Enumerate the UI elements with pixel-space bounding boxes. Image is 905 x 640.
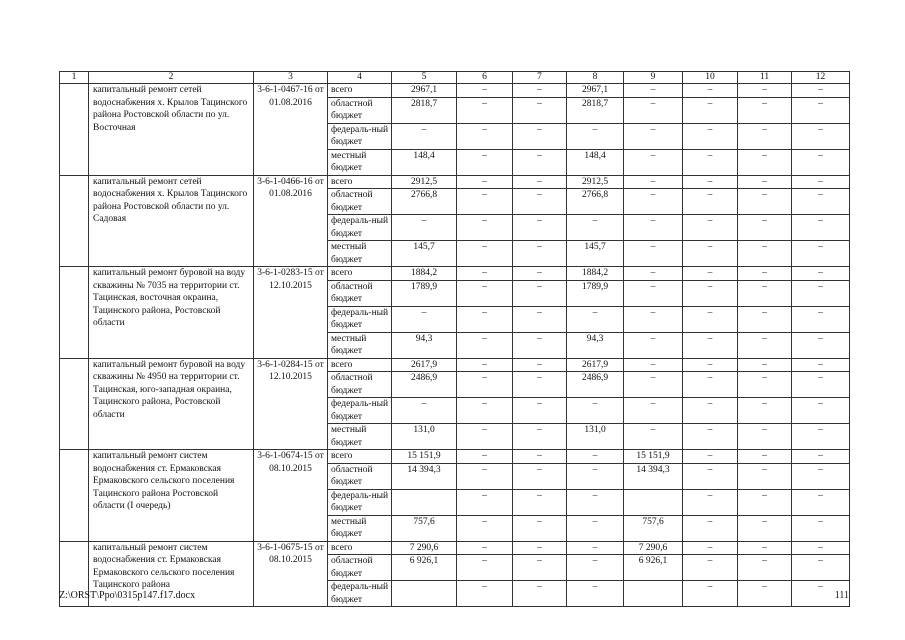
amount-cell: –: [513, 175, 567, 189]
amount-cell: 757,6: [624, 515, 683, 541]
amount-cell: –: [624, 84, 683, 98]
amount-cell: –: [683, 541, 738, 555]
amount-cell: 7 290,6: [392, 541, 457, 555]
amount-cell: –: [624, 358, 683, 372]
amount-cell: –: [567, 489, 624, 515]
amount-cell: 145,7: [567, 241, 624, 267]
amount-cell: –: [683, 398, 738, 424]
project-name-cell: капитальный ремонт систем водоснабжения ст. Ермаковская Ермаковского сельского поселения Тацинского района Ростовской области (I очередь): [89, 450, 254, 542]
amount-cell: 94,3: [392, 332, 457, 358]
amount-cell: –: [457, 358, 513, 372]
amount-cell: –: [792, 372, 850, 398]
amount-cell: 2486,9: [567, 372, 624, 398]
project-code-cell: 3-6-1-0675-15 от 08.10.2015: [254, 541, 328, 607]
amount-cell: –: [792, 398, 850, 424]
amount-cell: –: [738, 241, 792, 267]
amount-cell: –: [792, 332, 850, 358]
amount-cell: –: [738, 372, 792, 398]
amount-cell: –: [624, 306, 683, 332]
amount-cell: –: [738, 175, 792, 189]
amount-cell: –: [513, 398, 567, 424]
table-row: [60, 358, 850, 372]
amount-cell: –: [624, 97, 683, 123]
amount-cell: –: [567, 581, 624, 607]
amount-cell: –: [513, 123, 567, 149]
amount-cell: –: [392, 306, 457, 332]
amount-cell: –: [683, 84, 738, 98]
amount-cell: –: [792, 358, 850, 372]
amount-cell: 94,3: [567, 332, 624, 358]
amount-cell: –: [513, 581, 567, 607]
amount-cell: [392, 581, 457, 607]
amount-cell: –: [683, 175, 738, 189]
amount-cell: –: [792, 189, 850, 215]
column-number-header: 2: [89, 72, 254, 84]
amount-cell: –: [513, 280, 567, 306]
amount-cell: –: [513, 149, 567, 175]
amount-cell: –: [513, 555, 567, 581]
project-code-cell: 3-6-1-0467-16 от 01.08.2016: [254, 84, 328, 176]
amount-cell: –: [513, 424, 567, 450]
amount-cell: 148,4: [567, 149, 624, 175]
funding-source-cell: всего: [328, 450, 392, 464]
amount-cell: –: [683, 424, 738, 450]
amount-cell: –: [567, 555, 624, 581]
funding-source-cell: областной бюджет: [328, 189, 392, 215]
amount-cell: –: [513, 267, 567, 281]
amount-cell: –: [567, 450, 624, 464]
amount-cell: –: [738, 450, 792, 464]
amount-cell: –: [457, 149, 513, 175]
funding-source-cell: всего: [328, 358, 392, 372]
funding-source-cell: областной бюджет: [328, 555, 392, 581]
amount-cell: –: [683, 123, 738, 149]
funding-source-cell: местный бюджет: [328, 332, 392, 358]
amount-cell: –: [513, 358, 567, 372]
amount-cell: –: [792, 241, 850, 267]
amount-cell: –: [513, 97, 567, 123]
amount-cell: 131,0: [567, 424, 624, 450]
table-row: [60, 84, 850, 98]
project-code-cell: 3-6-1-0466-16 от 01.08.2016: [254, 175, 328, 267]
amount-cell: –: [457, 555, 513, 581]
amount-cell: –: [567, 463, 624, 489]
column-number-header: 6: [457, 72, 513, 84]
amount-cell: 2967,1: [567, 84, 624, 98]
amount-cell: –: [457, 84, 513, 98]
project-code-cell: 3-6-1-0674-15 от 08.10.2015: [254, 450, 328, 542]
amount-cell: –: [457, 398, 513, 424]
amount-cell: –: [792, 280, 850, 306]
amount-cell: –: [513, 541, 567, 555]
amount-cell: –: [792, 84, 850, 98]
amount-cell: –: [567, 398, 624, 424]
footer-file-path: Z:\ORST\Ppo\0315p147.f17.docx: [59, 590, 196, 601]
funding-source-cell: местный бюджет: [328, 424, 392, 450]
amount-cell: –: [567, 515, 624, 541]
amount-cell: –: [683, 280, 738, 306]
amount-cell: –: [792, 489, 850, 515]
amount-cell: –: [457, 372, 513, 398]
amount-cell: –: [392, 215, 457, 241]
row-number-cell: [60, 450, 89, 542]
amount-cell: –: [738, 215, 792, 241]
amount-cell: –: [624, 189, 683, 215]
amount-cell: –: [392, 398, 457, 424]
amount-cell: –: [738, 581, 792, 607]
budget-table: [59, 71, 850, 607]
amount-cell: –: [457, 215, 513, 241]
amount-cell: –: [792, 215, 850, 241]
amount-cell: –: [683, 215, 738, 241]
amount-cell: –: [738, 189, 792, 215]
amount-cell: –: [513, 489, 567, 515]
amount-cell: –: [513, 306, 567, 332]
amount-cell: –: [513, 372, 567, 398]
amount-cell: –: [792, 267, 850, 281]
amount-cell: –: [513, 463, 567, 489]
project-name-cell: капитальный ремонт буровой на воду скважины № 7035 на территории ст. Тацинская, восточная окраина, Тацинского района, Ростовской области: [89, 267, 254, 359]
column-number-header: 10: [683, 72, 738, 84]
amount-cell: –: [457, 332, 513, 358]
amount-cell: 2617,9: [392, 358, 457, 372]
funding-source-cell: федераль-ный бюджет: [328, 215, 392, 241]
column-number-header: 5: [392, 72, 457, 84]
column-number-header: 11: [738, 72, 792, 84]
project-name-cell: капитальный ремонт систем водоснабжения ст. Ермаковская Ермаковского сельского поселения Тацинского района: [89, 541, 254, 607]
amount-cell: –: [457, 581, 513, 607]
project-name-cell: капитальный ремонт буровой на воду скважины № 4950 на территории ст. Тацинская, юго-западная окраина, Тацинского района, Ростовской области: [89, 358, 254, 450]
amount-cell: [624, 489, 683, 515]
amount-cell: 6 926,1: [392, 555, 457, 581]
amount-cell: –: [457, 280, 513, 306]
amount-cell: –: [513, 215, 567, 241]
amount-cell: –: [683, 489, 738, 515]
amount-cell: –: [624, 123, 683, 149]
amount-cell: –: [683, 358, 738, 372]
amount-cell: –: [738, 280, 792, 306]
funding-source-cell: местный бюджет: [328, 149, 392, 175]
amount-cell: –: [792, 463, 850, 489]
amount-cell: –: [738, 358, 792, 372]
amount-cell: –: [792, 149, 850, 175]
amount-cell: –: [624, 215, 683, 241]
amount-cell: –: [624, 175, 683, 189]
amount-cell: –: [624, 398, 683, 424]
amount-cell: 6 926,1: [624, 555, 683, 581]
funding-source-cell: федераль-ный бюджет: [328, 123, 392, 149]
amount-cell: –: [792, 97, 850, 123]
amount-cell: –: [683, 306, 738, 332]
amount-cell: –: [624, 149, 683, 175]
amount-cell: –: [792, 424, 850, 450]
amount-cell: –: [792, 515, 850, 541]
amount-cell: –: [457, 541, 513, 555]
row-number-cell: [60, 267, 89, 359]
amount-cell: –: [792, 541, 850, 555]
amount-cell: –: [624, 267, 683, 281]
amount-cell: –: [792, 581, 850, 607]
column-number-header: 4: [328, 72, 392, 84]
amount-cell: 148,4: [392, 149, 457, 175]
project-code-cell: 3-6-1-0283-15 от 12.10.2015: [254, 267, 328, 359]
amount-cell: –: [624, 241, 683, 267]
funding-source-cell: федераль-ный бюджет: [328, 489, 392, 515]
amount-cell: –: [457, 515, 513, 541]
footer-page-number: 111: [834, 590, 849, 601]
column-number-header: 3: [254, 72, 328, 84]
amount-cell: 2967,1: [392, 84, 457, 98]
amount-cell: 14 394,3: [624, 463, 683, 489]
amount-cell: –: [792, 306, 850, 332]
amount-cell: –: [513, 84, 567, 98]
amount-cell: –: [457, 175, 513, 189]
amount-cell: 2617,9: [567, 358, 624, 372]
funding-source-cell: федераль-ный бюджет: [328, 306, 392, 332]
funding-source-cell: всего: [328, 84, 392, 98]
amount-cell: –: [457, 241, 513, 267]
amount-cell: –: [738, 84, 792, 98]
amount-cell: 1884,2: [567, 267, 624, 281]
amount-cell: –: [457, 267, 513, 281]
funding-source-cell: областной бюджет: [328, 372, 392, 398]
table-row: [60, 175, 850, 189]
amount-cell: –: [457, 306, 513, 332]
amount-cell: –: [738, 332, 792, 358]
amount-cell: 2912,5: [567, 175, 624, 189]
amount-cell: –: [457, 424, 513, 450]
amount-cell: –: [738, 123, 792, 149]
column-number-header: 7: [513, 72, 567, 84]
amount-cell: –: [683, 581, 738, 607]
amount-cell: –: [567, 541, 624, 555]
column-number-header: 9: [624, 72, 683, 84]
amount-cell: –: [457, 450, 513, 464]
amount-cell: –: [567, 123, 624, 149]
amount-cell: –: [683, 97, 738, 123]
amount-cell: –: [683, 555, 738, 581]
row-number-cell: [60, 84, 89, 176]
amount-cell: –: [683, 189, 738, 215]
amount-cell: –: [392, 123, 457, 149]
amount-cell: [624, 581, 683, 607]
funding-source-cell: федераль-ный бюджет: [328, 581, 392, 607]
amount-cell: –: [513, 332, 567, 358]
amount-cell: –: [683, 515, 738, 541]
amount-cell: –: [624, 424, 683, 450]
amount-cell: –: [683, 241, 738, 267]
amount-cell: 1884,2: [392, 267, 457, 281]
amount-cell: –: [457, 463, 513, 489]
funding-source-cell: областной бюджет: [328, 280, 392, 306]
amount-cell: –: [513, 189, 567, 215]
amount-cell: 131,0: [392, 424, 457, 450]
funding-source-cell: всего: [328, 267, 392, 281]
amount-cell: –: [792, 555, 850, 581]
amount-cell: 1789,9: [567, 280, 624, 306]
amount-cell: –: [624, 280, 683, 306]
table-header-row: [60, 72, 850, 84]
amount-cell: –: [513, 450, 567, 464]
amount-cell: –: [567, 306, 624, 332]
amount-cell: –: [567, 215, 624, 241]
amount-cell: –: [738, 541, 792, 555]
funding-source-cell: местный бюджет: [328, 241, 392, 267]
column-number-header: 8: [567, 72, 624, 84]
amount-cell: –: [738, 398, 792, 424]
table-row: [60, 450, 850, 464]
amount-cell: –: [738, 463, 792, 489]
amount-cell: –: [738, 306, 792, 332]
funding-source-cell: областной бюджет: [328, 97, 392, 123]
amount-cell: 2818,7: [567, 97, 624, 123]
amount-cell: –: [738, 555, 792, 581]
amount-cell: –: [513, 241, 567, 267]
funding-source-cell: всего: [328, 175, 392, 189]
amount-cell: –: [683, 372, 738, 398]
amount-cell: –: [683, 149, 738, 175]
amount-cell: 2486,9: [392, 372, 457, 398]
amount-cell: 2766,8: [567, 189, 624, 215]
amount-cell: –: [683, 267, 738, 281]
amount-cell: 7 290,6: [624, 541, 683, 555]
amount-cell: –: [738, 489, 792, 515]
amount-cell: –: [792, 450, 850, 464]
funding-source-cell: местный бюджет: [328, 515, 392, 541]
project-name-cell: капитальный ремонт сетей водоснабжения х. Крылов Тацинского района Ростовской области по ул. Садовая: [89, 175, 254, 267]
amount-cell: –: [683, 463, 738, 489]
amount-cell: 15 151,9: [392, 450, 457, 464]
amount-cell: 15 151,9: [624, 450, 683, 464]
amount-cell: –: [792, 175, 850, 189]
amount-cell: –: [738, 97, 792, 123]
amount-cell: –: [683, 332, 738, 358]
amount-cell: –: [738, 424, 792, 450]
amount-cell: 757,6: [392, 515, 457, 541]
row-number-cell: [60, 175, 89, 267]
funding-source-cell: федераль-ный бюджет: [328, 398, 392, 424]
amount-cell: 2818,7: [392, 97, 457, 123]
amount-cell: –: [683, 450, 738, 464]
funding-source-cell: всего: [328, 541, 392, 555]
amount-cell: 14 394,3: [392, 463, 457, 489]
row-number-cell: [60, 358, 89, 450]
amount-cell: –: [624, 372, 683, 398]
table-row: [60, 541, 850, 555]
amount-cell: –: [738, 149, 792, 175]
amount-cell: –: [457, 123, 513, 149]
amount-cell: –: [792, 123, 850, 149]
amount-cell: –: [738, 515, 792, 541]
amount-cell: –: [457, 489, 513, 515]
column-number-header: 1: [60, 72, 89, 84]
project-code-cell: 3-6-1-0284-15 от 12.10.2015: [254, 358, 328, 450]
funding-source-cell: областной бюджет: [328, 463, 392, 489]
amount-cell: –: [738, 267, 792, 281]
amount-cell: 145,7: [392, 241, 457, 267]
amount-cell: –: [513, 515, 567, 541]
table-row: [60, 267, 850, 281]
amount-cell: –: [457, 97, 513, 123]
amount-cell: 2766,8: [392, 189, 457, 215]
column-number-header: 12: [792, 72, 850, 84]
amount-cell: 1789,9: [392, 280, 457, 306]
amount-cell: 2912,5: [392, 175, 457, 189]
project-name-cell: капитальный ремонт сетей водоснабжения х. Крылов Тацинского района Ростовской области по ул. Восточная: [89, 84, 254, 176]
amount-cell: [392, 489, 457, 515]
amount-cell: –: [624, 332, 683, 358]
amount-cell: –: [457, 189, 513, 215]
